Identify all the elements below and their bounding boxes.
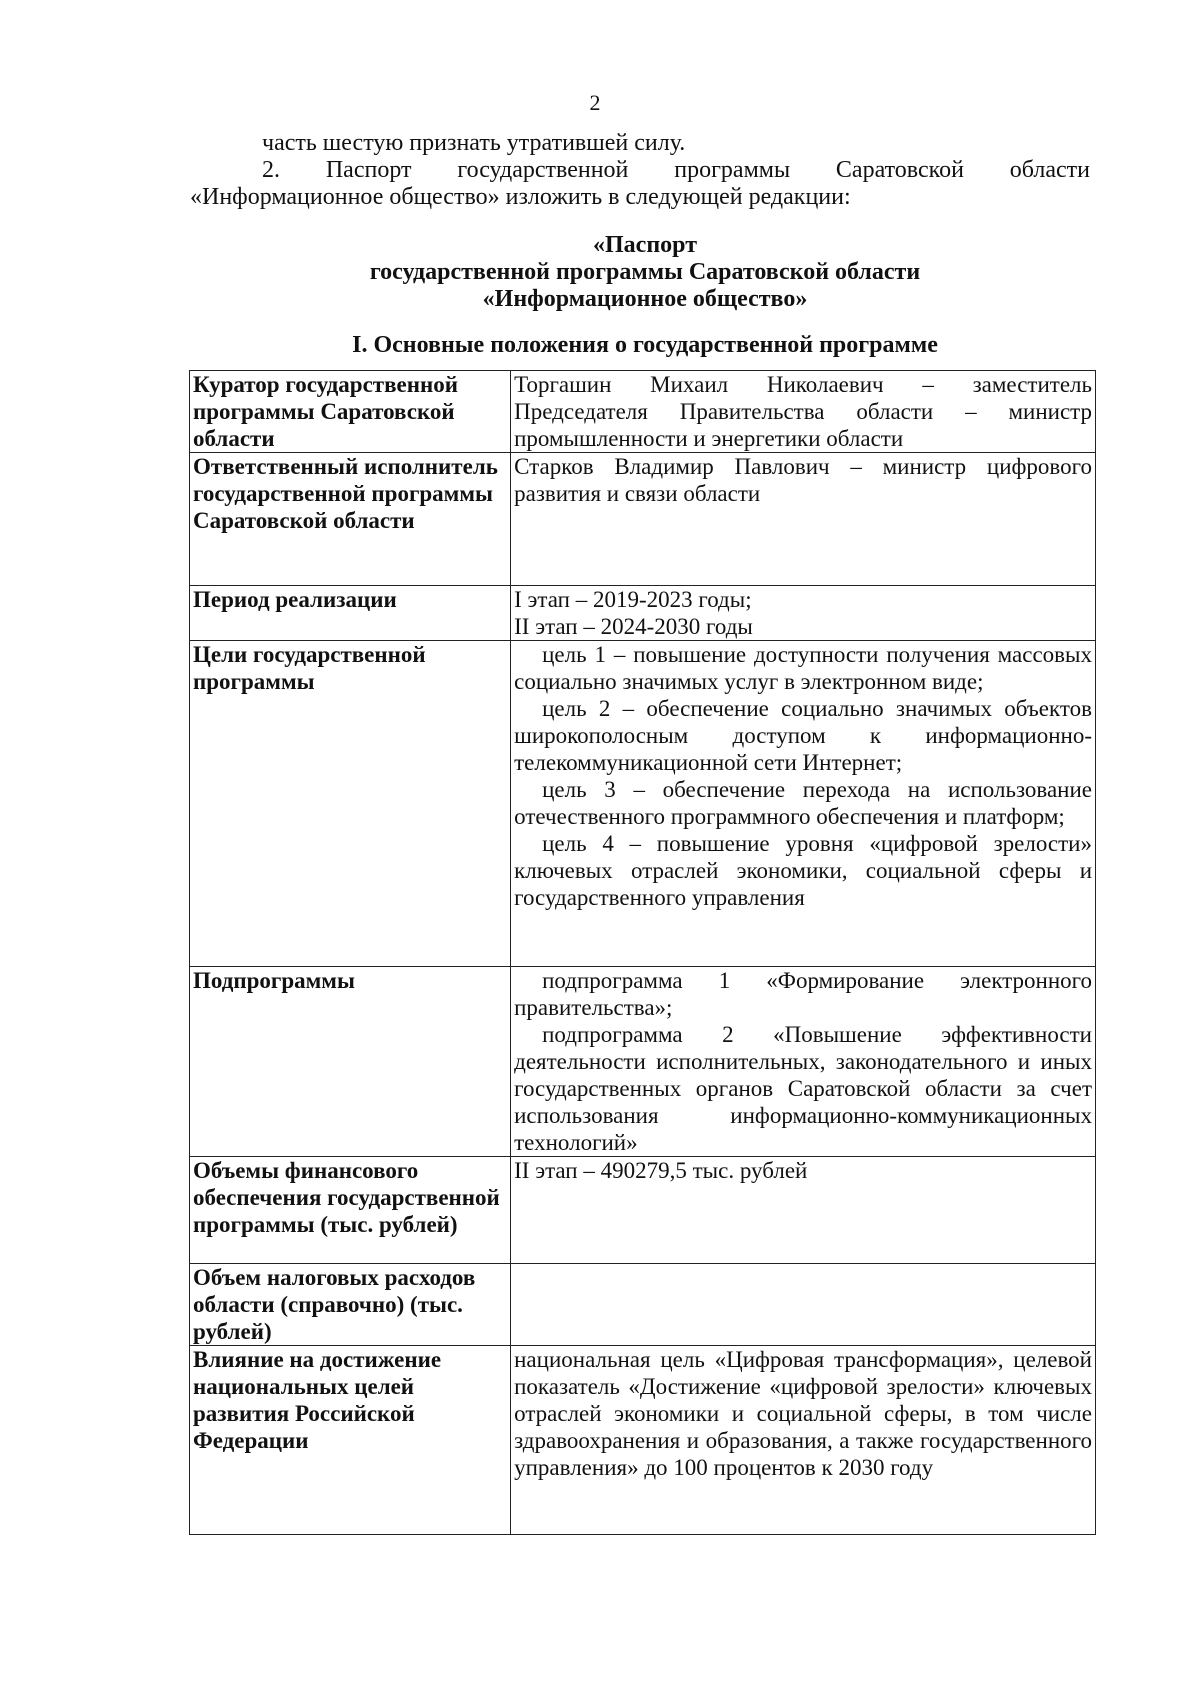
row-label: Влияние на достижение национальных целей развития Российской Федерации [190, 1346, 511, 1535]
value-paragraph: цель 4 – повышение уровня «цифровой зрелости» ключевых отраслей экономики, социальной сферы и государственного управления [514, 831, 1092, 910]
title-line-2: государственной программы Саратовской области [369, 259, 921, 285]
row-value [511, 371, 1096, 453]
value-paragraph: цель 1 – повышение доступности получения массовых социально значимых услуг в электронном виде; [514, 642, 1092, 694]
page-number: 2 [589, 90, 601, 115]
table-row [190, 1346, 1096, 1535]
table-row [190, 453, 1096, 586]
value-paragraph: подпрограмма 2 «Повышение эффективности деятельности исполнительных, законодательного и иных государственных органов Саратовской области за счет использования информационно-коммуникационных технологий» [514, 1022, 1092, 1155]
row-value [511, 586, 1096, 641]
intro-line-2: 2. Паспорт государственной программы Саратовской области [262, 157, 1090, 183]
row-value [511, 1157, 1096, 1264]
value-paragraph: II этап – 2024-2030 годы [514, 614, 753, 639]
value-paragraph: II этап – 490279,5 тыс. рублей [514, 1158, 808, 1183]
table-row [190, 586, 1096, 641]
row-value [511, 1346, 1096, 1535]
title-line-3: «Информационное общество» [482, 286, 808, 312]
row-value [511, 453, 1096, 586]
row-value [511, 1264, 1096, 1346]
table-row [190, 1157, 1096, 1264]
section-heading: I. Основные положения о государственной программе [352, 332, 938, 358]
row-label: Куратор государственной программы Саратовской области [190, 371, 511, 453]
value-paragraph: Торгашин Михаил Николаевич – заместитель Председателя Правительства области – министр промышленности и энергетики области [514, 372, 1092, 451]
title-line-1: «Паспорт [593, 232, 697, 258]
row-value [511, 967, 1096, 1157]
value-paragraph: подпрограмма 1 «Формирование электронного правительства»; [514, 968, 1092, 1020]
row-value [511, 641, 1096, 967]
passport-title [0, 232, 1200, 313]
value-paragraph: цель 3 – обеспечение перехода на использование отечественного программного обеспечения и платформ; [514, 777, 1092, 829]
table-row [190, 967, 1096, 1157]
table-row [190, 371, 1096, 453]
intro-line-1: часть шестую признать утратившей силу. [262, 130, 686, 156]
row-label: Подпрограммы [190, 967, 511, 1157]
value-paragraph: I этап – 2019-2023 годы; [514, 587, 752, 612]
table-row [190, 641, 1096, 967]
intro-line-3: «Информационное общество» изложить в следующей редакции: [190, 184, 851, 210]
row-label: Объем налоговых расходов области (справочно) (тыс. рублей) [190, 1264, 511, 1346]
passport-table [189, 370, 1096, 1535]
table-row [190, 1264, 1096, 1346]
row-label: Цели государственной программы [190, 641, 511, 967]
row-label: Объемы финансового обеспечения государственной программы (тыс. рублей) [190, 1157, 511, 1264]
row-label: Период реализации [190, 586, 511, 641]
row-label: Ответственный исполнитель государственной программы Саратовской области [190, 453, 511, 586]
value-paragraph: цель 2 – обеспечение социально значимых объектов широкополосным доступом к информационно-телекоммуникационной сети Интернет; [514, 696, 1092, 775]
value-paragraph: национальная цель «Цифровая трансформация», целевой показатель «Достижение «цифровой зрелости» ключевых отраслей экономики и социальной сферы, в том числе здравоохранения и образования, а также государственного управления» до 100 процентов к 2030 году [514, 1347, 1092, 1480]
value-paragraph: Старков Владимир Павлович – министр цифрового развития и связи области [514, 454, 1092, 506]
